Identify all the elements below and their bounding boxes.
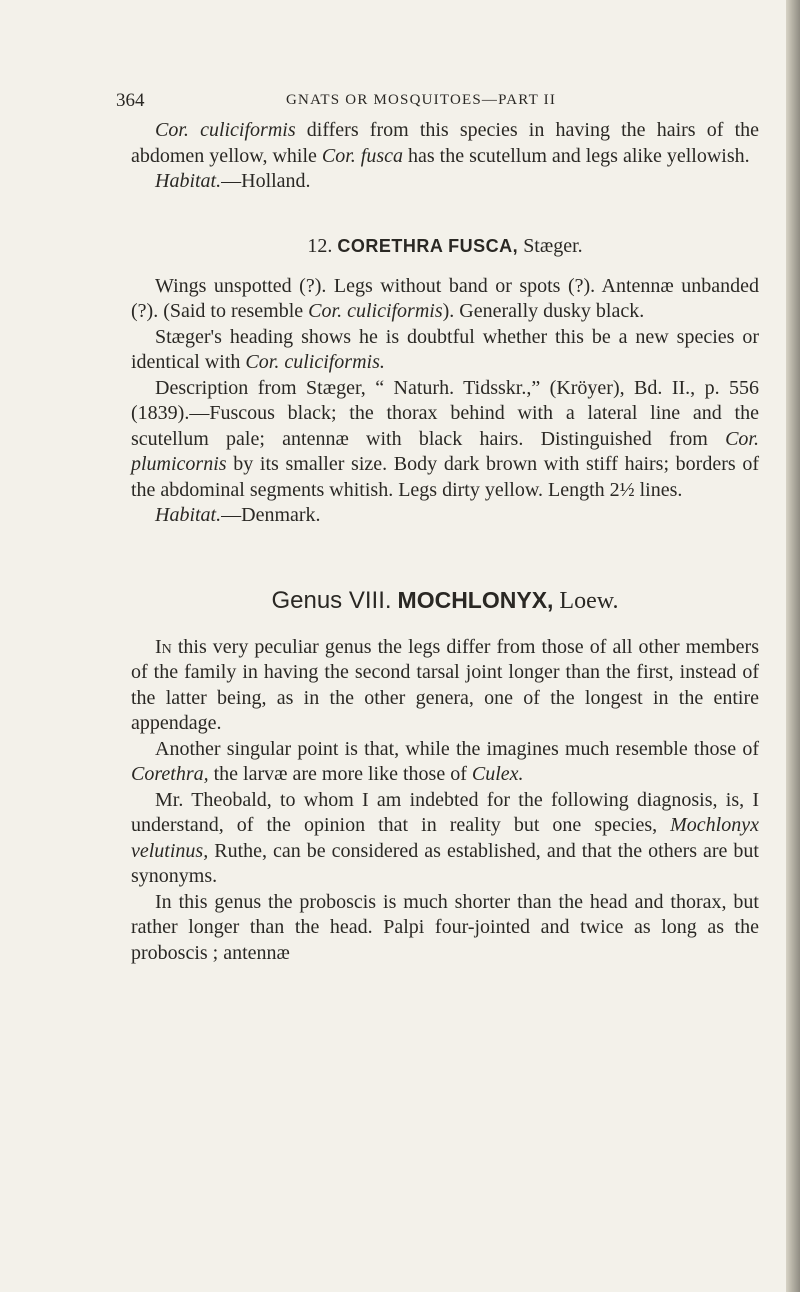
species-title: CORETHRA FUSCA, — [337, 235, 519, 256]
species-heading: 12. CORETHRA FUSCA, Stæger. — [307, 234, 583, 257]
genus-title: MOCHLONYX, — [397, 586, 554, 613]
genus-author: Loew. — [559, 587, 619, 614]
running-title: GNATS OR MOSQUITOES—PART II — [286, 92, 557, 108]
species-paragraph-1: Wings unspotted (?). Legs without band or spots (?). Antennæ unbanded (?). (Said to resemble Cor. culiciformis). Generally dusky black. — [131, 274, 759, 322]
genus-paragraph-3: Mr. Theobald, to whom I am indebted for the following diagnosis, is, I understand, of the opinion that in reality but one species, Mochlonyx velutinus, Ruthe, can be considered as established, and that the others are but synonyms. — [131, 788, 759, 887]
species-author: Stæger. — [523, 234, 583, 257]
genus-label: Genus VIII. — [271, 586, 392, 614]
intro-paragraph: Cor. culiciformis differs from this species in having the hairs of the abdomen yellow, while Cor. fusca has the scutellum and legs alike yellowish. — [131, 119, 760, 167]
habitat-line: Habitat.—Holland. — [155, 170, 311, 192]
genus-heading — [131, 587, 759, 615]
running-header — [116, 90, 759, 118]
page-content — [116, 90, 760, 966]
genus-paragraph-4: In this genus the proboscis is much shorter than the head and thorax, but rather longer than the head. Palpi four-jointed and twice as long as the proboscis ; antennæ — [131, 890, 759, 964]
genus-paragraph-1: In this very peculiar genus the legs differ from those of all other members of the family in having the second tarsal joint longer than the first, instead of the latter being, as in the other genera, one of the longest in the entire appendage. — [131, 635, 759, 734]
species-name: Cor. culiciformis — [155, 119, 296, 141]
page-number: 364 — [116, 90, 145, 111]
genus-paragraph-2: Another singular point is that, while the imagines much resemble those of Corethra, the larvæ are more like those of Culex. — [131, 737, 759, 785]
species-paragraph-3: Description from Stæger, “ Naturh. Tidsskr.,” (Kröyer), Bd. II., p. 556 (1839).—Fuscous black; the thorax behind with a lateral line and the scutellum pale; antennæ with black hairs. Distinguished from Cor. plumicornis by its smaller size. Body dark brown with stiff hairs; borders of the abdominal segments whitish. Legs dirty yellow. Length 2½ lines. — [131, 376, 759, 501]
species-paragraph-2: Stæger's heading shows he is doubtful whether this be a new species or identical with Cor. culiciformis. — [131, 325, 759, 373]
species-name: Cor. fusca — [321, 144, 404, 167]
page-edge — [786, 0, 800, 1292]
habitat-line: Habitat.—Denmark. — [155, 504, 321, 526]
